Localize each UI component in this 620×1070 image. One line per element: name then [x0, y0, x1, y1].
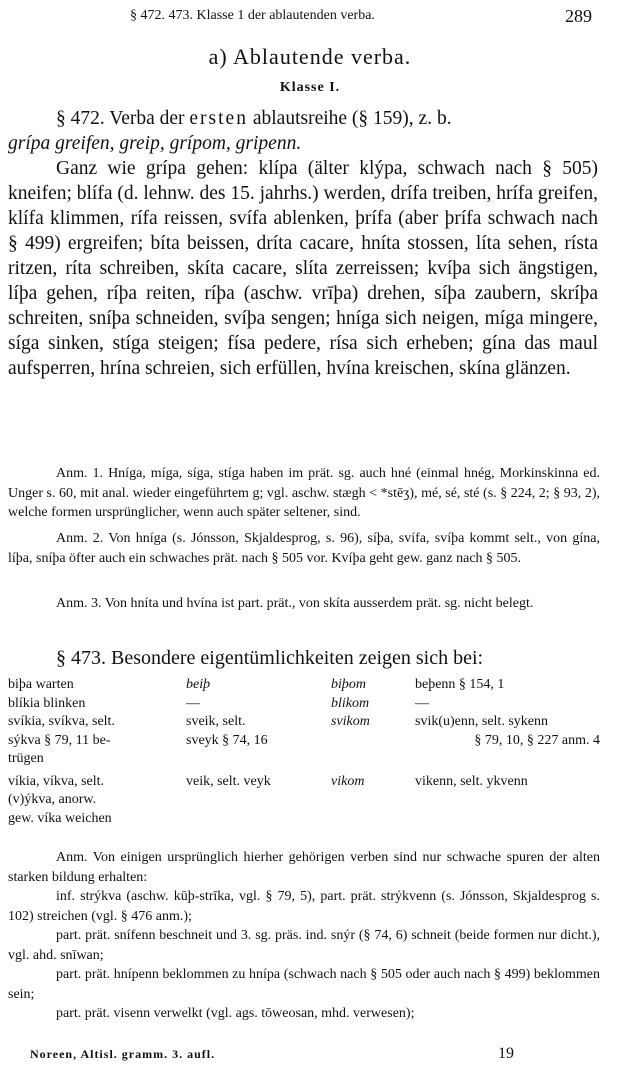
p472-heading: § 472. Verba der ersten ablautsreihe (§ 159), z. b.: [56, 108, 452, 129]
table-row: svíkia, svíkva, selt. sveik, selt. svikom svik(u)enn, selt. sykenn: [8, 714, 548, 729]
note-anm-3: Anm. 3. Von hníta und hvína ist part. prät., von skíta ausserdem prät. sg. nicht belegt.: [56, 596, 534, 611]
table-row: biþa warten beiþ biþom beþenn § 154, 1: [8, 677, 505, 692]
page-number: 289: [565, 6, 592, 26]
class-title: Klasse I.: [279, 80, 341, 95]
table-row: trügen: [8, 751, 44, 766]
note-anm-2: Anm. 2. Von hníga (s. Jónsson, Skjaldesprog, s. 96), síþa, svífa, svíþa kommt selt., von gína, líþa, sníþa öfter auch ein schwaches prät. nach § 505 vor. Kvíþa geht gew. ganz nach § 505.: [8, 531, 600, 566]
section-title: a) Ablautende verba.: [208, 44, 412, 69]
verb-forms-table: [8, 676, 600, 828]
paragraph-472: [8, 106, 598, 381]
table-row: víkia, víkva, selt. veik, selt. veyk vikom vikenn, selt. ykvenn: [8, 773, 528, 789]
running-header: [0, 6, 620, 28]
table-row: (v)ýkva, anorw.: [8, 792, 97, 807]
header-title: § 472. 473. Klasse 1 der ablautenden verba.: [130, 8, 375, 23]
table-row: sýkva § 79, 11 be- sveyk § 74, 16 § 79, 10, § 227 anm. 4: [8, 732, 600, 748]
note-anm-4: Anm. Von einigen ursprünglich hierher gehörigen verben sind nur schwache spuren der alten starken bildung erhalten: inf. strýkva (aschw. kūþ-strīka, vgl. § 79, 5), part. prät. strýkvenn (s. Jónsson, Skjaldesprog s. 102) streichen (vgl. § 476 anm.); part. prät. snífenn beschneit und 3. sg. präs. ind. snýr (§ 74, 6) schneit (beide formen nur dicht.), vgl. ahd. snīwan; part. prät. hnípenn beklommen zu hnípa (schwach nach § 505 oder auch nach § 499) beklommen sein; part. prät. visenn verwelkt (vgl. ags. tōweosan, mhd. verwesen);: [8, 850, 600, 1021]
footer-imprint: Noreen, Altisl. gramm. 3. aufl.: [30, 1047, 216, 1061]
table-row: gew. víka weichen: [8, 810, 112, 826]
signature-number: 19: [498, 1045, 514, 1062]
paragraph-473: § 473. Besondere eigentümlichkeiten zeigen sich bei:: [56, 647, 484, 669]
table-row: blíkia blinken — blikom —: [8, 695, 429, 711]
page-footer: [30, 1047, 590, 1062]
note-anm-1: Anm. 1. Hníga, míga, síga, stíga haben im prät. sg. auch hné (einmal hnég, Morkinskinna ed. Unger s. 60, mit anal. wieder eingeführtem g; vgl. aschw. stægh < *stēʒ), mé, sé, sté (s. § 224, 2; § 93, 2), welche formen ursprünglicher, wenn auch später seltener, sind.: [8, 466, 600, 520]
p472-example: grípa greifen, greip, grípom, gripenn.: [8, 133, 302, 154]
p472-number: § 472.: [56, 108, 105, 129]
p472-body: Ganz wie grípa gehen: klípa (älter klýpa, schwach nach § 505) kneifen; blífa (d. lehnw. des 15. jahrhs.) werden, drífa treiben, hrífa greifen, klífa klimmen, rífa reissen, svífa ablenken, þrífa (aber þrífa schwach nach § 499) ergreifen; bíta beissen, dríta cacare, hníta stossen, líta sehen, rísta ritzen, ríta schreiben, skíta cacare, slíta zerreissen; kvíþa sich ängstigen, líþa gehen, ríþa reiten, ríþa (aschw. vrīþa) drehen, síþa zaubern, skríþa schreiten, sníþa schneiden, svíþa sengen; hníga sich neigen, míga mingere, síga sinken, stíga steigen; físa pedere, rísa sich erheben; gína das maul aufsperren, hrína schreien, sich erfüllen, hvína kreischen, skína glänzen.: [8, 158, 599, 379]
